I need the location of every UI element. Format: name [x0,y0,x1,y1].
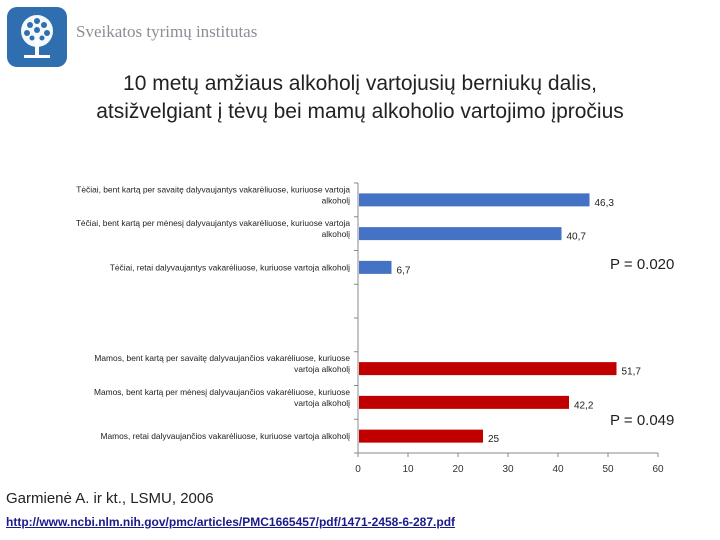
bar-fathers [359,261,392,274]
bar-fathers [359,193,590,206]
category-label: Mamos, bent kartą per savaitę dalyvaujančios vakarėliuose, kuriuose [94,353,350,364]
p-value-fathers: P = 0.020 [610,256,675,273]
chart-title-line-1: 10 metų amžiaus alkoholį vartojusių berniukų dalis, [123,72,597,95]
bar-fathers [359,227,562,240]
x-tick-label: 60 [652,464,664,475]
category-label: vartoja alkoholį [294,397,350,408]
bar-value-label: 40,7 [566,231,586,243]
x-tick-label: 0 [355,464,361,475]
p-value-mothers: P = 0.049 [610,412,675,429]
category-label: alkoholį [321,229,350,240]
bar-value-label: 51,7 [621,366,641,378]
bar-value-label: 6,7 [396,265,411,277]
category-label: alkoholį [321,195,350,206]
x-tick-label: 20 [452,464,464,475]
category-label: Mamos, retai dalyvaujančios vakarėliuose, kuriuose vartoja alkoholį [100,431,350,442]
bar-value-label: 42,2 [574,400,594,412]
source-link[interactable]: http://www.ncbi.nlm.nih.gov/pmc/articles/PMC1665457/pdf/1471-2458-6-287.pdf [6,515,456,529]
bar-value-label: 25 [488,434,500,446]
category-label: Mamos, bent kartą per mėnesį dalyvaujančios vakarėliuose, kuriuose [93,386,350,397]
category-label: vartoja alkoholį [294,364,350,375]
source-citation: Garmienė A. ir kt., LSMU, 2006 [6,490,214,507]
bar-mothers [359,396,569,409]
x-tick-label: 30 [502,464,514,475]
bar-mothers [359,362,617,375]
x-tick-label: 40 [552,464,564,475]
category-label: Tėčiai, bent kartą per savaitę dalyvaujantys vakarėliuose, kuriuose vartoja [76,184,350,195]
x-tick-label: 50 [602,464,614,475]
category-label: Tėčiai, retai dalyvaujantys vakarėliuose, kuriuose vartoja alkoholį [109,262,350,273]
category-label: Tėčiai, bent kartą per mėnesį dalyvaujantys vakarėliuose, kuriuose vartoja [75,218,350,229]
chart-title-line-2: atsižvelgiant į tėvų bei mamų alkoholio vartojimo įpročius [96,100,624,123]
institute-name: Sveikatos tyrimų institutas [76,22,258,41]
x-tick-label: 10 [402,464,414,475]
bar-value-label: 46,3 [594,197,614,209]
bar-mothers [359,430,483,443]
